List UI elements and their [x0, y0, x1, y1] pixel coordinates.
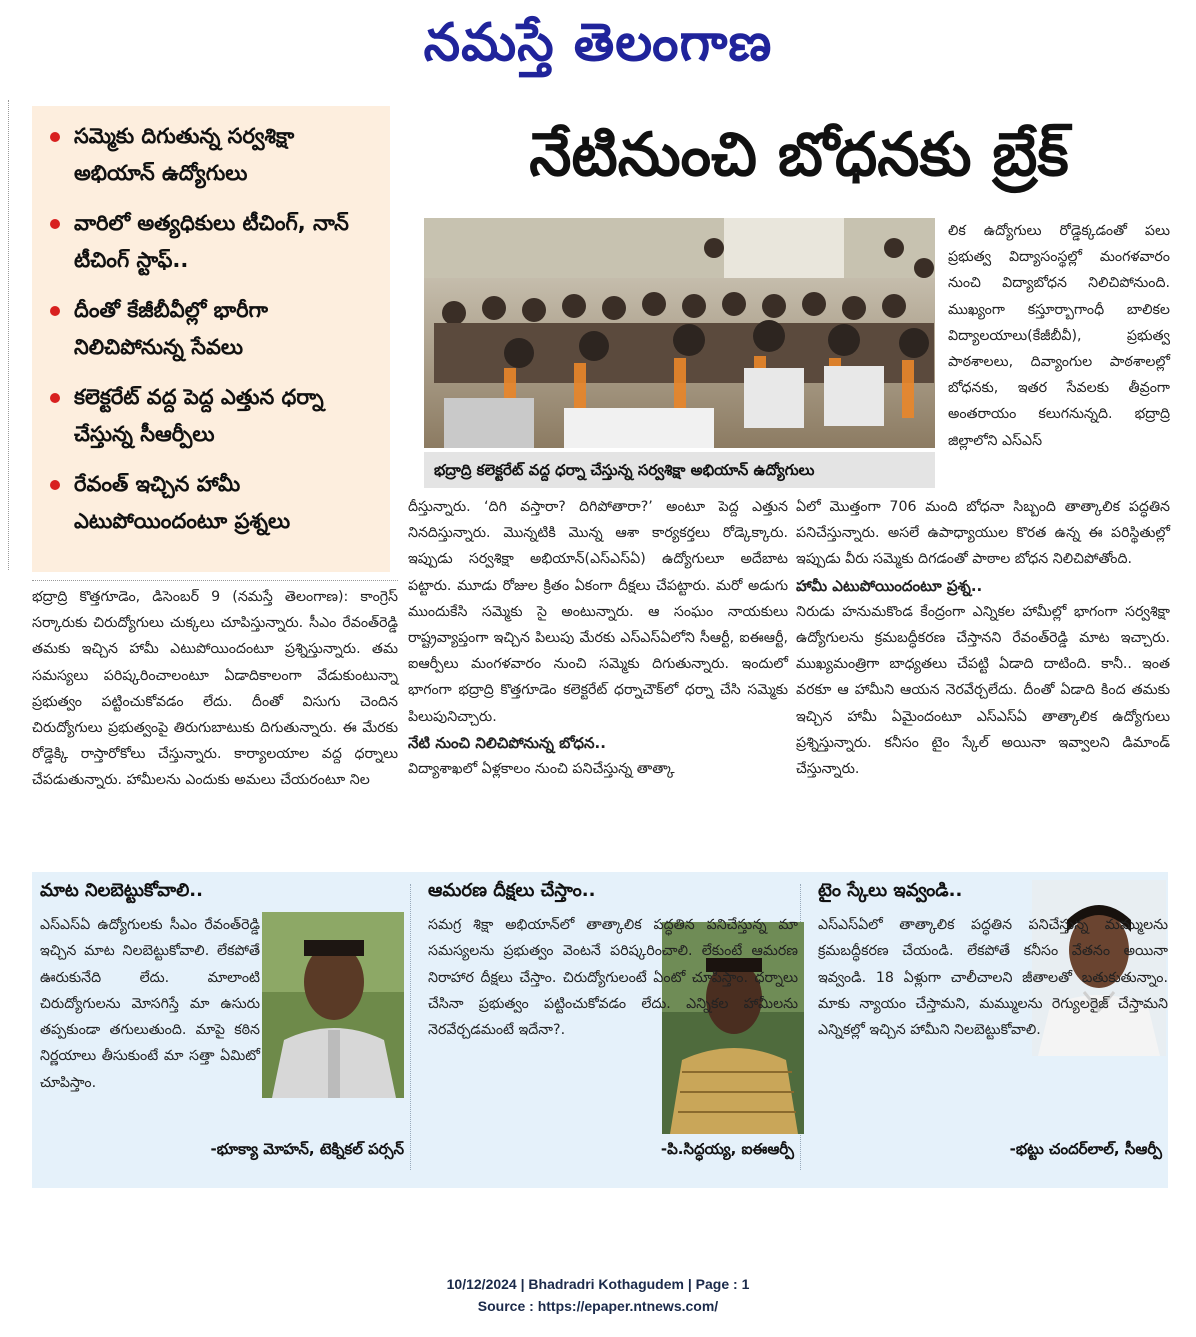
quote-signature: -భూక్యా మోహన్, టెక్నికల్ పర్సన్	[210, 1140, 404, 1158]
highlight-item: కలెక్టరేట్ వద్ద పెద్ద ఎత్తున ధర్నా చేస్తున్న సీఆర్పీలు	[46, 379, 380, 453]
highlight-item: సమ్మెకు దిగుతున్న సర్వశిక్షా అభియాన్ ఉద్యోగులు	[46, 118, 380, 192]
protest-photo	[424, 218, 935, 448]
bullet-icon	[50, 306, 60, 316]
quote-heading: టైం స్కేలు ఇవ్వండి..	[818, 880, 963, 901]
margin-divider	[8, 100, 9, 570]
rule	[32, 580, 398, 581]
quote-signature: -భట్టు చందర్‌లాల్, సీఆర్పీ	[1009, 1140, 1162, 1158]
article-column-2: దీస్తున్నారు. ‘దిగి వస్తారా? దిగిపోతారా?’ అంటూ పెద్ద ఎత్తున నినదిస్తున్నారు. మొన్నటికి మొన్న ఆశా కార్యకర్తలు రోడ్కెక్కారు. ఇప్పుడు సర్వశిక్షా అభియాన్(ఎస్ఎస్ఏ) ఉద్యోగులూ అదేబాట పట్టారు. మూడు రోజుల క్రితం ఏకంగా దీక్షలు చేపట్టారు. మరో అడుగు ముందుకేసి సమ్మెకు సై అంటున్నారు. ఆ సంఘం నాయకులు రాష్ట్రవ్యాప్తంగా ఇచ్చిన పిలుపు మేరకు ఎస్ఎస్ఏలోని సీఆర్టీ, ఐఈఆర్టీ, ఐఆర్పీలు మంగళవారం నుంచి సమ్మెకు దిగుతున్నారు. ఇందులో భాగంగా భద్రాద్రి కొత్తగూడెం కలెక్టరేట్ ధర్నాచౌక్‌లో ధర్నా చేసి సమ్మెకు పిలుపునిచ్చారు. నేటి నుంచి నిలిచిపోనున్న బోధన.. విద్యాశాఖలో ఏళ్లకాలం నుంచి పనిచేస్తున్న తాత్కా	[408, 499, 788, 778]
quote-signature: -పి.సిద్ధయ్య, ఐఈఆర్పీ	[660, 1140, 794, 1158]
article-column-1: భద్రాద్రి కొత్తగూడెం, డిసెంబర్ 9 (నమస్తే తెలంగాణ): కాంగ్రెస్ సర్కారుకు చిరుద్యోగులు చుక్కలు చూపిస్తున్నారు. సీఎం రేవంత్‌రెడ్డి తమకు ఇచ్చిన హామీ ఎటుపోయిందంటూ ప్రశ్నిస్తున్నారు. తమ సమస్యలు పరిష్కరించాలంటూ ఏడాదికాలంగా వేడుకుంటున్నా ప్రభుత్వం పట్టించుకోవడం లేదు. దీంతో విసుగు చెందిన చిరుద్యోగులు ప్రభుత్వంపై తిరుగుబాటుకు దిగుతున్నారు. ఈ మేరకు రోడ్డెక్కి రాస్తారోకోలు చేస్తున్నారు. కార్యాలయాల వద్ద ధర్నాలు చేపడుతున్నారు. హామీలను ఎందుకు అమలు చేయరంటూ నిల	[32, 589, 398, 789]
headline: నేటినుంచి బోధనకు బ్రేక్	[529, 120, 1069, 190]
bullet-icon	[50, 132, 60, 142]
quote-heading: ఆమరణ దీక్షలు చేస్తాం..	[428, 880, 596, 901]
quote-body-part1: ఎస్ఎస్ఏ ఉద్యోగులకు సీఎం రేవంత్‌రెడ్డి ఇచ్చిన మాట నిలబెట్టుకోవాలి. లేకపోతే ఊరుకునేది లేదు. మాలాంటి చిరుద్యోగులను మోసగిస్తే మా ఉసురు తప్పకుండా తగులుతుంది. మాపై కఠిన నిర్ణయాలు తీసుకుంటే మా సత్తా ఏమిటో చూపిస్తాం.	[40, 917, 260, 1091]
highlights-box	[32, 106, 390, 572]
subheading: హామీ ఎటుపోయిందంటూ ప్రశ్న..	[796, 576, 983, 595]
bullet-icon	[50, 393, 60, 403]
photo-caption: భద్రాద్రి కలెక్టరేట్ వద్ద ధర్నా చేస్తున్న సర్వశిక్షా అభియాన్ ఉద్యోగులు	[424, 452, 935, 488]
footer-source-line: Source : https://epaper.ntnews.com/	[477, 1298, 719, 1314]
bullet-icon	[50, 480, 60, 490]
bullet-icon	[50, 219, 60, 229]
highlight-item: వారిలో అత్యధికులు టీచింగ్, నాన్ టీచింగ్ స్టాఫ్..	[46, 205, 380, 279]
masthead-logo: నమస్తే తెలంగాణ	[423, 12, 773, 73]
article-column-3-top: లిక ఉద్యోగులు రోడ్డెక్కడంతో పలు ప్రభుత్వ విద్యాసంస్థల్లో మంగళవారం నుంచి విద్యాబోధన నిలిచిపోనుంది. ముఖ్యంగా కస్తూర్బాగాంధీ బాలికల విద్యాలయాలు(కేజీబీవీ), ప్రభుత్వ పాఠశాలలు, దివ్యాంగుల పాఠశాలల్లో బోధనకు, ఇతర సేవలకు తీవ్రంగా అంతరాయం కలుగనున్నది. భద్రాద్రి జిల్లాలోని ఎస్ఎస్	[948, 223, 1170, 449]
protest-photo-illustration	[424, 218, 935, 448]
highlight-item: దీంతో కేజీబీవీల్లో భారీగా నిలిచిపోనున్న సేవలు	[46, 292, 380, 366]
subheading: నేటి నుంచి నిలిచిపోనున్న బోధన..	[408, 733, 606, 752]
quote-body: ఎస్ఎస్ఏలో తాత్కాలిక పద్ధతిన పనిచేస్తున్న మమ్ములను క్రమబద్ధీకరణ చేయండి. లేకపోతే కనీసం వేతనం అయినా ఇవ్వండి. 18 ఏళ్లుగా చాలీచాలని జీతాలతో బతుకుతున్నాం. మాకు న్యాయం చేస్తామని, మమ్ములను రెగ్యులరైజ్ చేస్తామని ఎన్నికల్లో ఇచ్చిన హామీని నిలబెట్టుకోవాలి.	[818, 917, 1168, 1039]
highlight-item: రేవంత్ ఇచ్చిన హామీ ఎటుపోయిందంటూ ప్రశ్నలు	[46, 466, 380, 540]
footer-date-line: 10/12/2024 | Bhadradri Kothagudem | Page : 1	[446, 1276, 750, 1292]
quote-body: సమగ్ర శిక్షా అభియాన్‌లో తాత్కాలిక పద్ధతిన పనిచేస్తున్న మా సమస్యలను ప్రభుత్వం వెంటనే పరిష్కరించాలి. లేకుంటే ఆమరణ నిరాహార దీక్షలు చేస్తాం. చిరుద్యోగులంటే ఏంటో చూపిస్తాం. ధర్నాలు చేసినా ప్రభుత్వం పట్టించుకోవడం లేదు. ఎన్నికల హామీలను నెరవేర్చడమంటే ఇదేనా?.	[428, 917, 798, 1039]
article-column-3: ఏలో మొత్తంగా 706 మంది బోధనా సిబ్బంది తాత్కాలిక పద్ధతిన పనిచేస్తున్నారు. అసలే ఉపాధ్యాయుల కొరత ఉన్న ఈ పరిస్థితుల్లో ఇప్పుడు వీరు సమ్మెకు దిగడంతో పాఠాల బోధన నిలిచిపోతోంది. హామీ ఎటుపోయిందంటూ ప్రశ్న.. నిరుడు హనుమకొండ కేంద్రంగా ఎన్నికల హామీల్లో భాగంగా సర్వశిక్షా ఉద్యోగులను క్రమబద్ధీకరణ చేస్తానని రేవంత్‌రెడ్డి మాట ఇచ్చారు. ముఖ్యమంత్రిగా బాధ్యతలు చేపట్టి ఏడాది దాటింది. కానీ.. ఇంత వరకూ ఆ హామీని ఆయన నెరవేర్చలేదు. దీంతో ఏడాది కింద తమకు ఇచ్చిన హామీ ఏమైందంటూ ఎస్ఎస్ఏ తాత్కాలిక ఉద్యోగులు ప్రశ్నిస్తున్నారు. కనీసం టైం స్కేల్ అయినా ఇవ్వాలని డిమాండ్ చేస్తున్నారు.	[796, 499, 1170, 778]
quote-heading: మాట నిలబెట్టుకోవాలి..	[40, 880, 203, 901]
quote-separator	[410, 884, 411, 1170]
